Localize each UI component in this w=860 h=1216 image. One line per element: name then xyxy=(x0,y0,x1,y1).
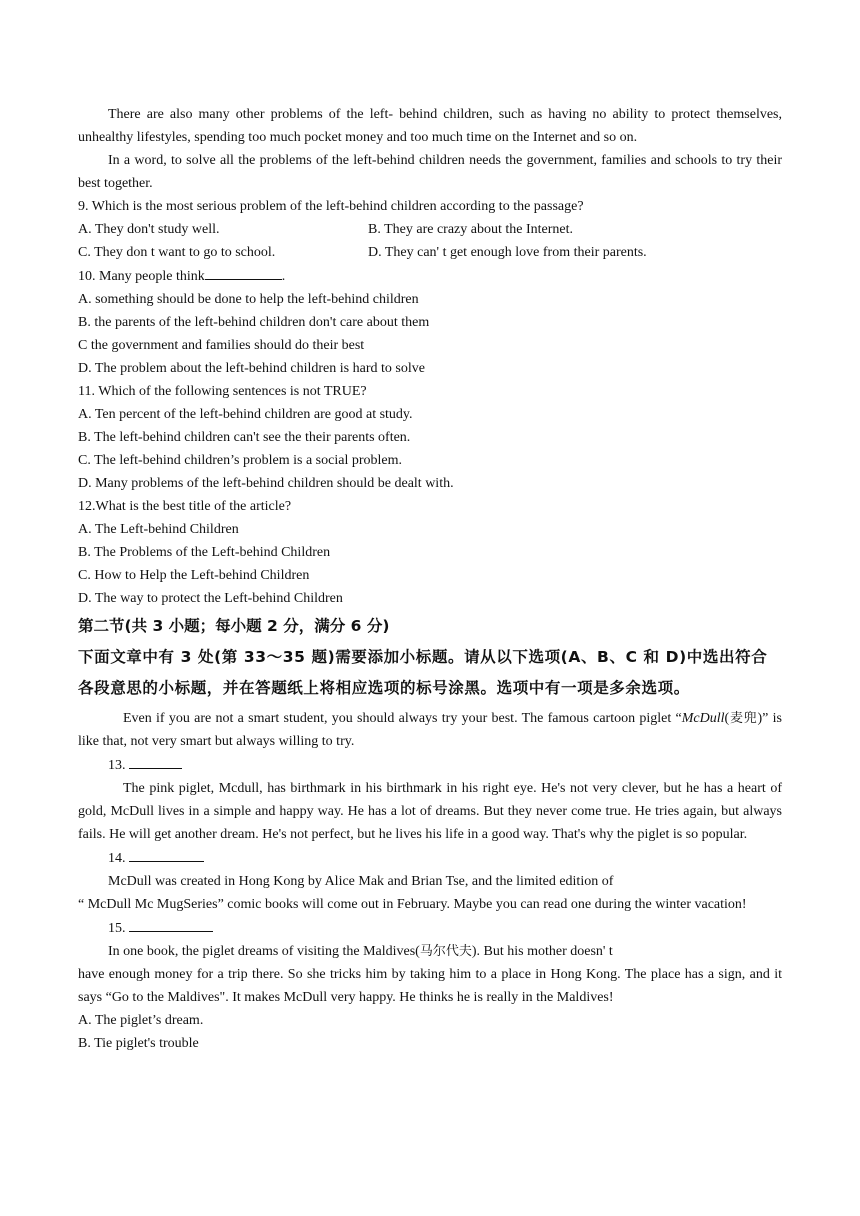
blank-number: 15. xyxy=(108,921,126,936)
paragraph-13: The pink piglet, Mcdull, has birthmark in his birthmark in his right eye. He's not very clever, but he has a heart of gold, McDull lives in a simple and happy way. He has a lot of dreams. But they never come true. He tries again, but always fails. He will get another dream. He's not perfect, but he lives his life in a good way. That's why the piglet is so popular. xyxy=(78,781,782,842)
exam-page xyxy=(78,103,782,1055)
subtitle-blank-14 xyxy=(78,846,782,870)
question-9-options-row-1 xyxy=(78,218,782,241)
para15-text-start: In one book, the piglet dreams of visiting the Maldives( xyxy=(108,944,420,959)
question-10-stem-end: . xyxy=(281,269,286,284)
blank-number: 13. xyxy=(108,758,126,773)
subtitle-blank-13 xyxy=(78,753,782,777)
question-10-option-a: A. something should be done to help the left-behind children xyxy=(78,292,419,307)
passage-2-intro xyxy=(78,707,782,753)
question-9-option-b: B. They are crazy about the Internet. xyxy=(368,222,573,237)
question-10-option-b: B. the parents of the left-behind children don't care about them xyxy=(78,315,430,330)
section-instruction-line-1: 下面文章中有 3 处(第 33～35 题)需要添加小标题。请从以下选项(A、B、C 和 D)中选出符合 xyxy=(78,648,768,666)
section-heading: 第二节(共 3 小题；每小题 2 分，满分 6 分) xyxy=(78,617,390,635)
question-12-option-d: D. The way to protect the Left-behind Children xyxy=(78,591,343,606)
question-9-stem: 9. Which is the most serious problem of the left-behind children according to the passage? xyxy=(78,199,584,214)
intro-cn-name: 麦兜 xyxy=(729,711,758,726)
subtitle-option-b: B. Tie piglet's trouble xyxy=(78,1036,199,1051)
question-12-option-b: B. The Problems of the Left-behind Children xyxy=(78,545,331,560)
answer-blank xyxy=(129,916,213,932)
question-10-stem xyxy=(78,264,782,288)
subtitle-blank-15 xyxy=(78,916,782,940)
para15-cn-place: 马尔代夫 xyxy=(419,944,472,959)
paragraph-14-rest: “ McDull Mc MugSeries” comic books will come out in February. Maybe you can read one during the winter vacation! xyxy=(78,897,747,912)
question-12-option-a: A. The Left-behind Children xyxy=(78,522,239,537)
question-12-option-c: C. How to Help the Left-behind Children xyxy=(78,568,310,583)
answer-blank xyxy=(205,264,282,280)
passage-paragraph: There are also many other problems of the left- behind children, such as having no ability to protect themselves, unhealthy lifestyles, spending too much pocket money and too much time on the Internet and so on. xyxy=(78,107,782,145)
question-11-option-c: C. The left-behind children’s problem is a social problem. xyxy=(78,453,402,468)
subtitle-option-a: A. The piglet’s dream. xyxy=(78,1013,204,1028)
question-10-option-d: D. The problem about the left-behind children is hard to solve xyxy=(78,361,425,376)
question-10-stem-text: 10. Many people think xyxy=(78,269,205,284)
answer-blank xyxy=(129,846,204,862)
question-11-stem: 11. Which of the following sentences is not TRUE? xyxy=(78,384,367,399)
paragraph-14-line-1: McDull was created in Hong Kong by Alice Mak and Brian Tse, and the limited edition of xyxy=(108,874,614,889)
question-11-option-b: B. The left-behind children can't see the their parents often. xyxy=(78,430,411,445)
intro-text-start: Even if you are not a smart student, you should always try your best. The famous cartoon piglet “ xyxy=(123,711,682,726)
question-9-option-a: A. They don't study well. xyxy=(78,222,220,237)
question-12-stem: 12.What is the best title of the article? xyxy=(78,499,292,514)
answer-blank xyxy=(129,753,182,769)
intro-name: McDull xyxy=(681,711,725,726)
question-10-option-c: C the government and families should do their best xyxy=(78,338,365,353)
question-9-options-row-2 xyxy=(78,241,782,264)
intro-paren-open: ( xyxy=(724,711,730,726)
blank-number: 14. xyxy=(108,851,126,866)
question-11-option-a: A. Ten percent of the left-behind children are good at study. xyxy=(78,407,413,422)
section-instruction-line-2: 各段意思的小标题，并在答题纸上将相应选项的标号涂黑。选项中有一项是多余选项。 xyxy=(78,679,690,697)
question-9-option-c: C. They don t want to go to school. xyxy=(78,245,276,260)
paragraph-15-rest: have enough money for a trip there. So she tricks him by taking him to a place in Hong Kong. The place has a sign, and it says “Go to the Maldives". It makes McDull very happy. He thinks he is really in the Maldives! xyxy=(78,967,782,1005)
question-11-option-d: D. Many problems of the left-behind children should be dealt with. xyxy=(78,476,454,491)
para15-text-end: ). But his mother doesn' t xyxy=(471,944,613,959)
intro-text-end: )” is like that, not very smart but always willing to try. xyxy=(78,711,782,749)
passage-paragraph: In a word, to solve all the problems of the left-behind children needs the government, families and schools to try their best together. xyxy=(78,153,782,191)
paragraph-15-line-1 xyxy=(78,940,782,963)
question-9-option-d: D. They can' t get enough love from their parents. xyxy=(368,245,647,260)
